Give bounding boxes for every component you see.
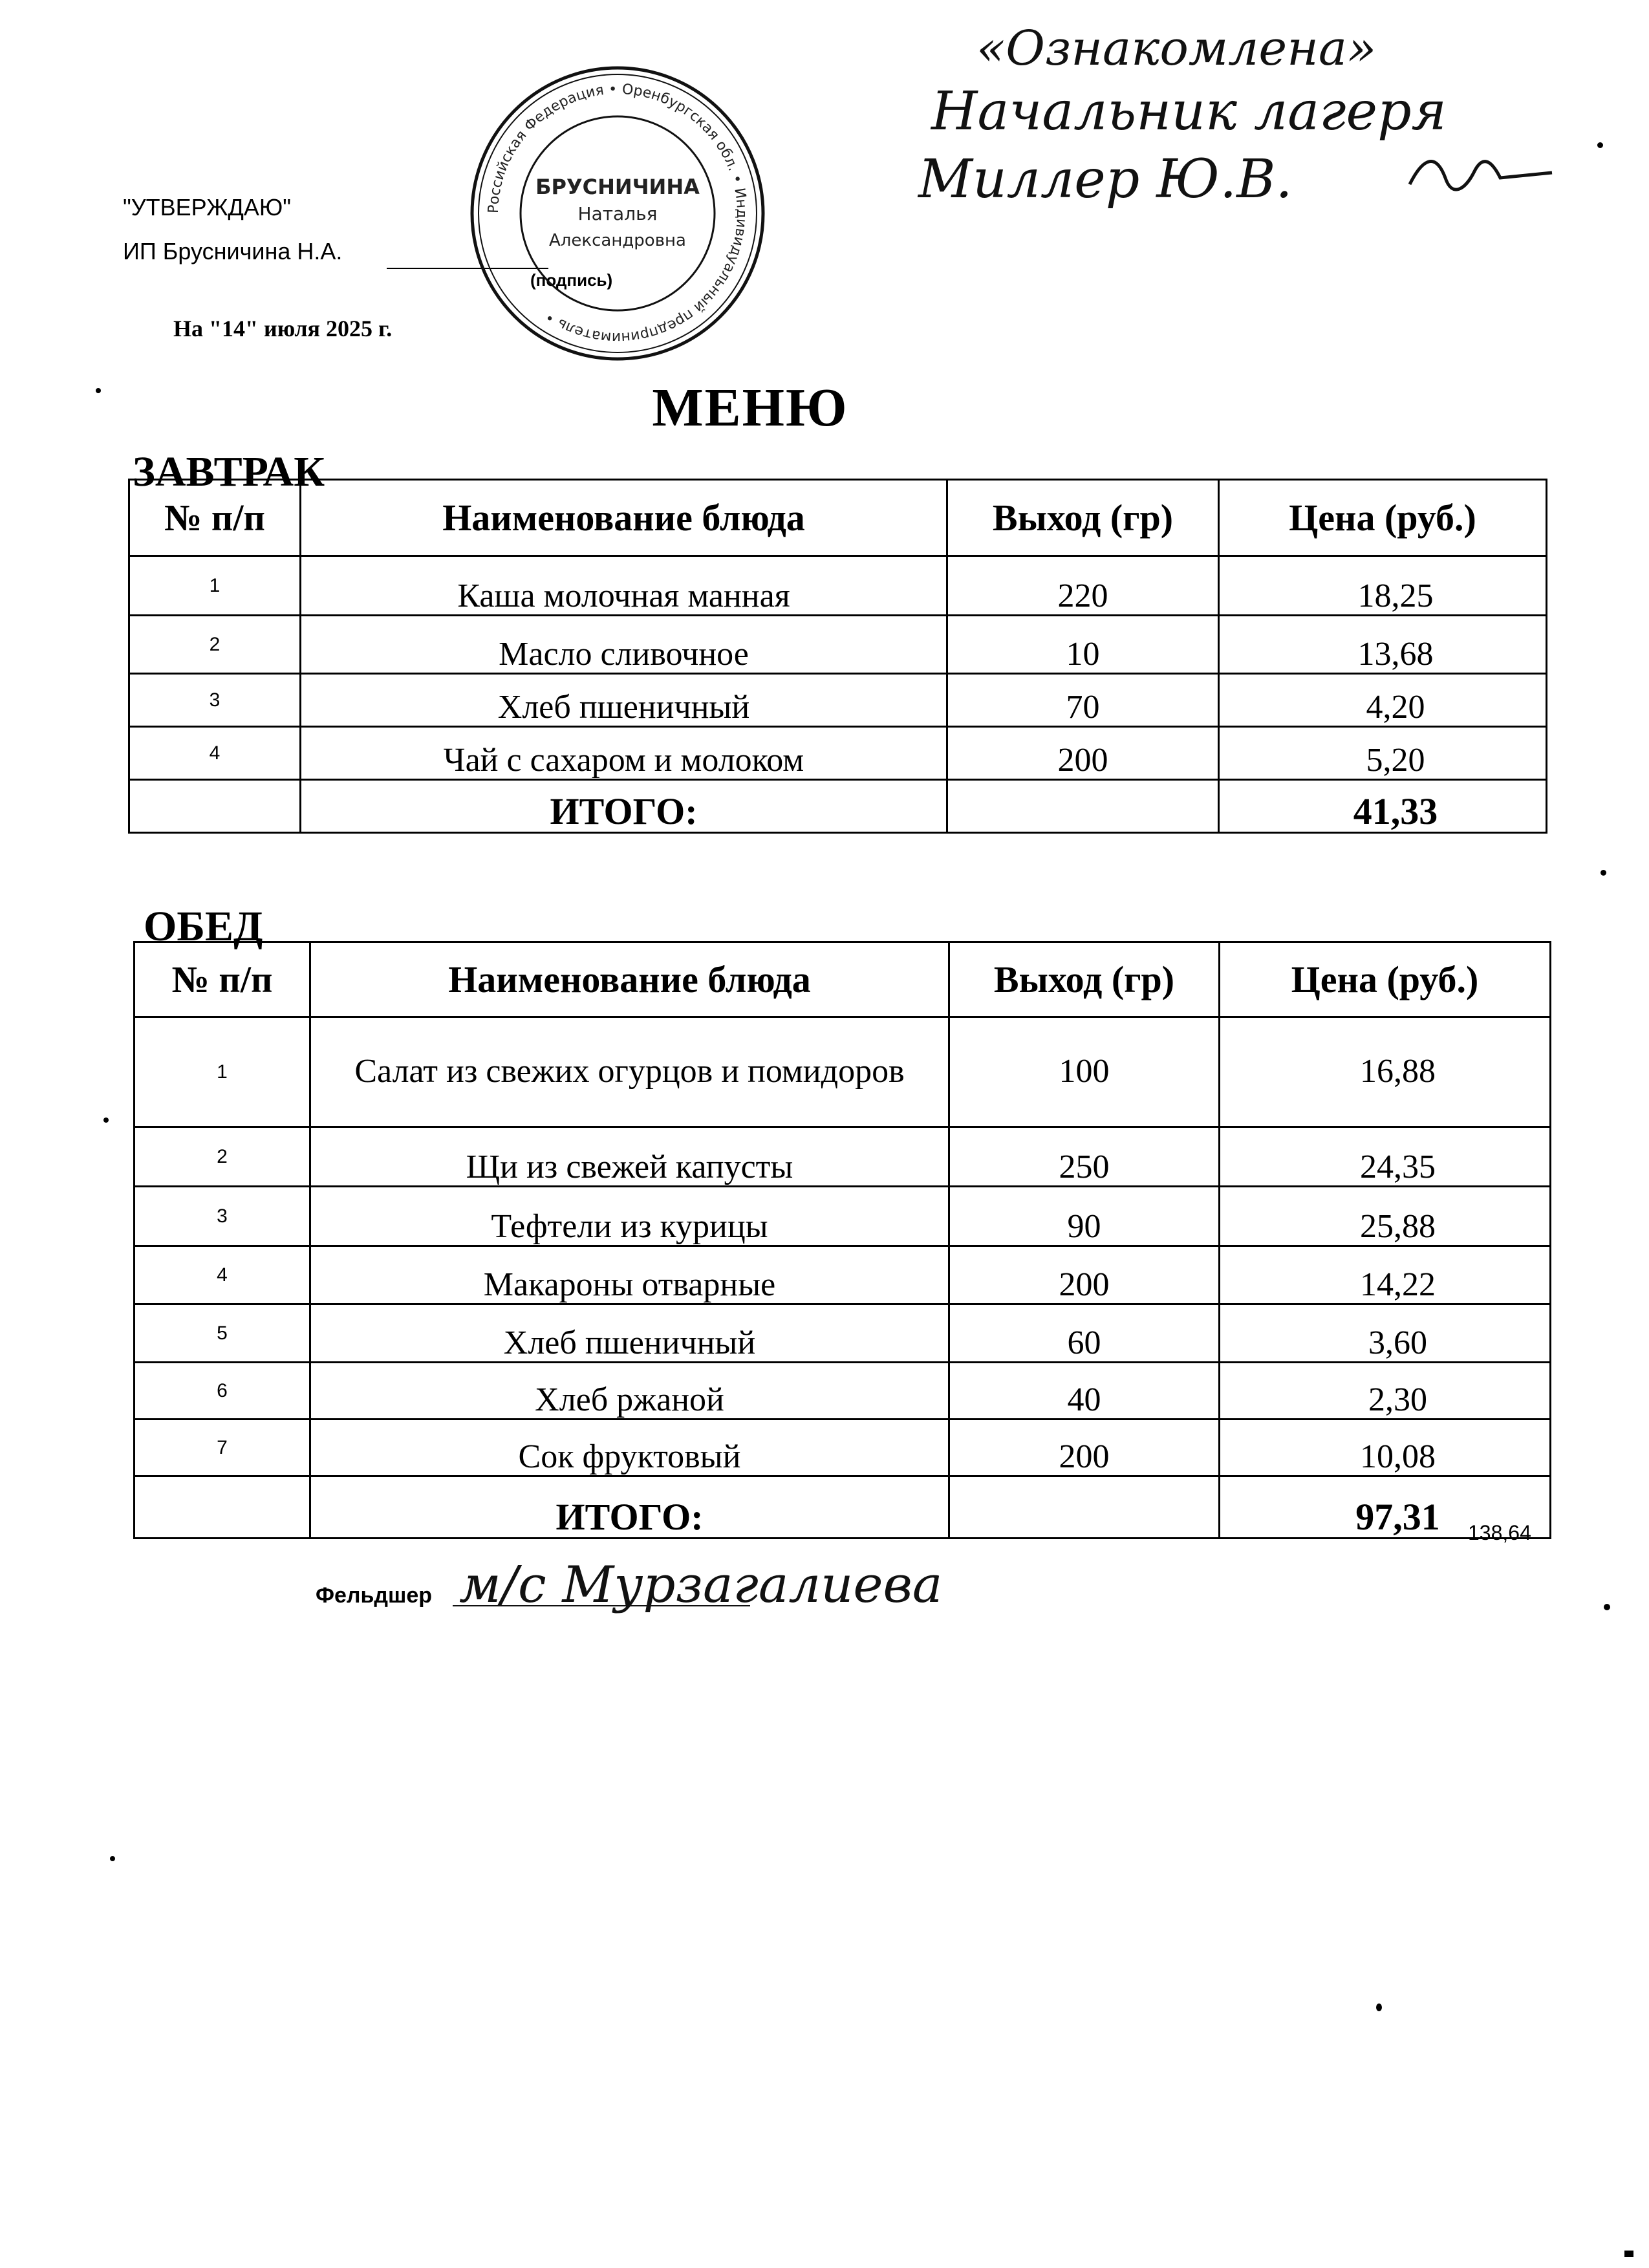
lunch-header-row — [135, 942, 1551, 1017]
row-num: 4 — [135, 1246, 310, 1304]
lunch-section-title: ОБЕД — [144, 903, 263, 950]
lunch-total-row — [135, 1476, 1551, 1539]
scan-speck — [103, 1118, 109, 1123]
row-price: 3,60 — [1220, 1304, 1551, 1363]
row-price: 18,25 — [1219, 556, 1547, 616]
row-price: 24,35 — [1220, 1127, 1551, 1187]
header-name: Наименование блюда — [310, 942, 949, 1017]
scan-speck — [1597, 142, 1603, 148]
table-row — [129, 616, 1547, 674]
row-num: 5 — [135, 1304, 310, 1363]
row-dish-name: Сок фруктовый — [310, 1420, 949, 1476]
breakfast-total-row — [129, 780, 1547, 833]
grand-total: 138,64 — [1468, 1521, 1531, 1544]
row-num: 1 — [129, 556, 301, 616]
seal-center-name: Наталья — [577, 203, 658, 224]
table-row — [135, 1017, 1551, 1127]
row-dish-name: Щи из свежей капусты — [310, 1127, 949, 1187]
seal-center-patronymic: Александровна — [549, 231, 686, 250]
handnote-line3: Миллер Ю.В. — [918, 149, 1293, 210]
row-price: 13,68 — [1219, 616, 1547, 674]
header-price: Цена (руб.) — [1219, 480, 1547, 556]
row-weight: 250 — [949, 1127, 1220, 1187]
row-price: 25,88 — [1220, 1187, 1551, 1246]
breakfast-header-row — [129, 480, 1547, 556]
header-price: Цена (руб.) — [1220, 942, 1551, 1017]
row-weight: 200 — [949, 1420, 1220, 1476]
lunch-total-label: ИТОГО: — [310, 1476, 949, 1539]
row-num: 6 — [135, 1363, 310, 1420]
handnote-line2: Начальник лагеря — [931, 81, 1447, 142]
scan-speck — [1376, 2003, 1382, 2011]
header-weight: Выход (гр) — [947, 480, 1219, 556]
row-weight: 40 — [949, 1363, 1220, 1420]
table-row — [129, 556, 1547, 616]
row-price: 2,30 — [1220, 1363, 1551, 1420]
row-weight: 100 — [949, 1017, 1220, 1127]
row-num: 4 — [129, 727, 301, 780]
seal-ring-text: Российская Федерация • Оренбургская обл. • Индивидуальный предприниматель • — [485, 81, 750, 346]
header-weight: Выход (гр) — [949, 942, 1220, 1017]
breakfast-table — [128, 479, 1547, 834]
row-dish-name: Хлеб ржаной — [310, 1363, 949, 1420]
total-empty-cell — [135, 1476, 310, 1539]
handwritten-acknowledgement — [905, 19, 1617, 213]
row-dish-name: Чай с сахаром и молоком — [301, 727, 947, 780]
header-num: № п/п — [135, 942, 310, 1017]
medic-handwritten-signature — [453, 1549, 1229, 1633]
row-dish-name: Каша молочная манная — [301, 556, 947, 616]
scan-speck — [110, 1856, 115, 1861]
row-price: 10,08 — [1220, 1420, 1551, 1476]
scan-speck — [1600, 870, 1606, 876]
total-empty-cell — [949, 1476, 1220, 1539]
row-dish-name: Масло сливочное — [301, 616, 947, 674]
approval-person: ИП Брусничина Н.А. — [123, 238, 343, 265]
breakfast-section-title: ЗАВТРАК — [133, 448, 325, 495]
medic-label: Фельдшер — [316, 1583, 433, 1608]
scan-speck — [1604, 1604, 1610, 1610]
row-dish-name: Хлеб пшеничный — [301, 674, 947, 727]
row-dish-name: Тефтели из курицы — [310, 1187, 949, 1246]
row-weight: 60 — [949, 1304, 1220, 1363]
approval-title: "УТВЕРЖДАЮ" — [123, 194, 292, 221]
row-dish-name: Салат из свежих огурцов и помидоров — [310, 1017, 949, 1127]
row-weight: 90 — [949, 1187, 1220, 1246]
header-num: № п/п — [129, 480, 301, 556]
total-empty-cell — [947, 780, 1219, 833]
table-row — [129, 674, 1547, 727]
table-row — [135, 1304, 1551, 1363]
row-num: 7 — [135, 1420, 310, 1476]
header-name: Наименование блюда — [301, 480, 947, 556]
table-row — [135, 1246, 1551, 1304]
row-price: 4,20 — [1219, 674, 1547, 727]
row-weight: 200 — [947, 727, 1219, 780]
row-num: 1 — [135, 1017, 310, 1127]
approval-signature-caption: (подпись) — [530, 270, 613, 290]
total-empty-cell — [129, 780, 301, 833]
medic-signature-text: м/с Мурзагалиева — [459, 1556, 943, 1614]
row-num: 2 — [135, 1127, 310, 1187]
row-price: 5,20 — [1219, 727, 1547, 780]
row-weight: 70 — [947, 674, 1219, 727]
row-weight: 10 — [947, 616, 1219, 674]
table-row — [135, 1420, 1551, 1476]
lunch-table — [133, 941, 1551, 1539]
breakfast-total-label: ИТОГО: — [301, 780, 947, 833]
table-row — [135, 1363, 1551, 1420]
breakfast-total-value: 41,33 — [1219, 780, 1547, 833]
menu-title: МЕНЮ — [652, 378, 848, 438]
row-dish-name: Хлеб пшеничный — [310, 1304, 949, 1363]
table-row — [135, 1127, 1551, 1187]
row-num: 3 — [135, 1187, 310, 1246]
handnote-line1: «Ознакомлена» — [976, 21, 1377, 76]
row-weight: 200 — [949, 1246, 1220, 1304]
row-price: 16,88 — [1220, 1017, 1551, 1127]
round-seal-stamp — [466, 61, 770, 365]
row-price: 14,22 — [1220, 1246, 1551, 1304]
scan-speck — [1624, 2251, 1633, 2257]
table-row — [129, 727, 1547, 780]
seal-center-surname: БРУСНИЧИНА — [535, 175, 700, 199]
approval-date: На "14" июля 2025 г. — [173, 316, 393, 341]
row-num: 2 — [129, 616, 301, 674]
row-dish-name: Макароны отварные — [310, 1246, 949, 1304]
row-num: 3 — [129, 674, 301, 727]
row-weight: 220 — [947, 556, 1219, 616]
lunch-total-value: 97,31 — [1220, 1476, 1551, 1539]
scan-speck — [96, 388, 101, 393]
table-row — [135, 1187, 1551, 1246]
